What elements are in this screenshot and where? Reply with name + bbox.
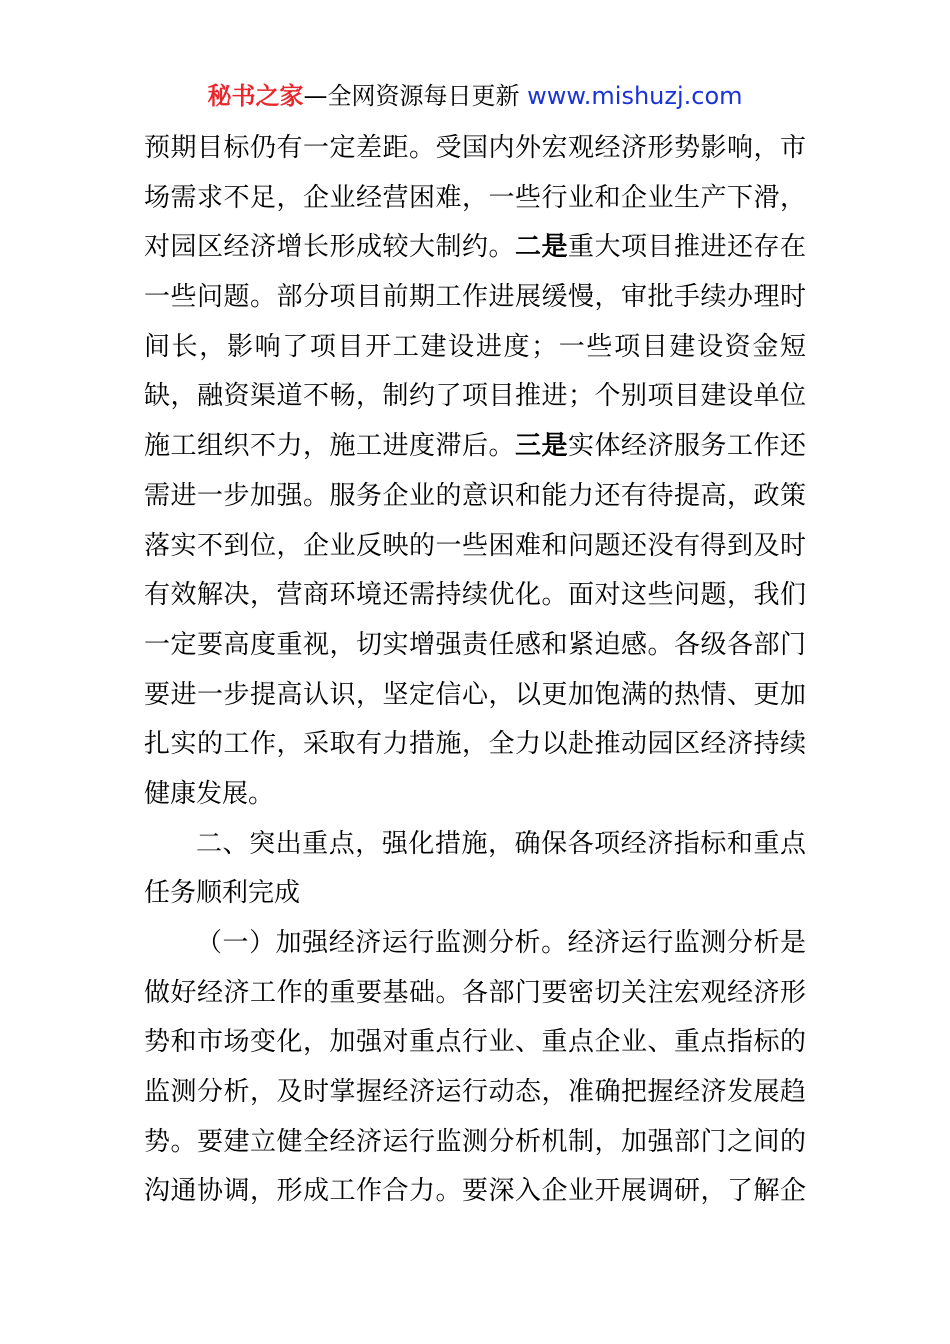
site-header	[0, 80, 950, 112]
text-line: 缺，融资渠道不畅，制约了项目推进；个别项目建设单位	[144, 381, 806, 412]
text-line: 要进一步提高认识，坚定信心，以更加饱满的热情、更加	[144, 679, 806, 710]
text-line: 健康发展。	[144, 778, 275, 809]
bold-marker: 二是	[514, 232, 568, 263]
text-line: 监测分析，及时掌握经济运行动态，准确把握经济发展趋	[144, 1077, 806, 1108]
text-line: 需进一步加强。服务企业的意识和能力还有待提高，政策	[144, 480, 806, 511]
header-url-link[interactable]: www.mishuzj.com	[527, 82, 743, 110]
bold-marker: 三是	[514, 431, 568, 462]
section-heading-line: 二、突出重点，强化措施，确保各项经济指标和重点	[196, 828, 806, 859]
text-line: 预期目标仍有一定差距。受国内外宏观经济形势影响，市	[144, 133, 806, 163]
text-segment: 施工组织不力，施工进度滞后。	[144, 431, 515, 462]
text-line: 扎实的工作，采取有力措施，全力以赴推动园区经济持续	[144, 729, 806, 760]
text-line: 势。要建立健全经济运行监测分析机制，加强部门之间的	[144, 1126, 806, 1157]
text-line: 做好经济工作的重要基础。各部门要密切关注宏观经济形	[144, 977, 806, 1008]
text-line: 一定要高度重视，切实增强责任感和紧迫感。各级各部门	[144, 629, 806, 660]
text-line	[144, 422, 806, 472]
text-segment: 对园区经济增长形成较大制约。	[144, 232, 515, 263]
document-body	[144, 124, 806, 1217]
text-line: 一些问题。部分项目前期工作进展缓慢，审批手续办理时	[144, 282, 806, 313]
text-line: 势和市场变化，加强对重点行业、重点企业、重点指标的	[144, 1027, 806, 1058]
text-segment: 重大项目推进还存在	[567, 232, 806, 263]
header-tagline: —全网资源每日更新	[303, 82, 528, 110]
text-line: 场需求不足，企业经营困难，一些行业和企业生产下滑，	[144, 182, 806, 213]
section-heading-line: 任务顺利完成	[144, 878, 301, 909]
text-segment: 实体经济服务工作还	[567, 431, 806, 462]
text-line: 落实不到位，企业反映的一些困难和问题还没有得到及时	[144, 530, 806, 561]
text-line: 沟通协调，形成工作合力。要深入企业开展调研，了解企	[144, 1176, 806, 1207]
text-line: 间长，影响了项目开工建设进度；一些项目建设资金短	[144, 331, 806, 362]
header-brand: 秘书之家	[207, 82, 304, 110]
text-line	[144, 223, 806, 273]
text-line: 有效解决，营商环境还需持续优化。面对这些问题，我们	[144, 580, 806, 611]
text-line: （一）加强经济运行监测分析。经济运行监测分析是	[196, 928, 806, 958]
